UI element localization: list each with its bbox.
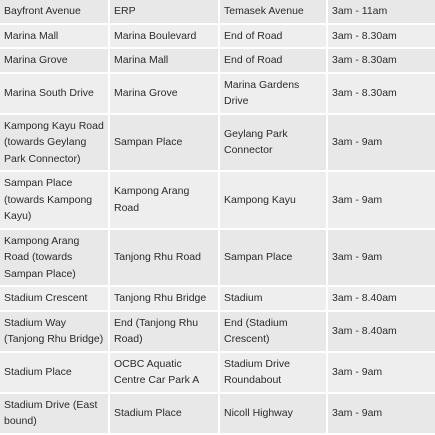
- time-cell: 3am - 9am: [328, 115, 435, 171]
- to-cell: Temasek Avenue: [220, 0, 326, 23]
- to-cell: End of Road: [220, 49, 326, 72]
- table-row: [0, 115, 435, 171]
- table-row: [0, 394, 435, 433]
- time-cell: 3am - 11am: [328, 0, 435, 23]
- road-name-cell: Marina Grove: [0, 49, 108, 72]
- from-cell: Kampong Arang Road: [110, 172, 218, 228]
- to-cell: End (Stadium Crescent): [220, 312, 326, 351]
- from-cell: Tanjong Rhu Bridge: [110, 287, 218, 310]
- time-cell: 3am - 8.40am: [328, 287, 435, 310]
- to-cell: Nicoll Highway: [220, 394, 326, 433]
- from-cell: Marina Boulevard: [110, 25, 218, 48]
- from-cell: End (Tanjong Rhu Road): [110, 312, 218, 351]
- from-cell: Stadium Place: [110, 394, 218, 433]
- from-cell: Tanjong Rhu Road: [110, 230, 218, 286]
- road-name-cell: Sampan Place (towards Kampong Kayu): [0, 172, 108, 228]
- table-row: [0, 287, 435, 310]
- time-cell: 3am - 9am: [328, 230, 435, 286]
- road-name-cell: Kampong Arang Road (towards Sampan Place): [0, 230, 108, 286]
- to-cell: Kampong Kayu: [220, 172, 326, 228]
- road-name-cell: Marina South Drive: [0, 74, 108, 113]
- from-cell: Marina Grove: [110, 74, 218, 113]
- time-cell: 3am - 9am: [328, 394, 435, 433]
- time-cell: 3am - 8.30am: [328, 25, 435, 48]
- road-name-cell: Stadium Place: [0, 353, 108, 392]
- to-cell: Sampan Place: [220, 230, 326, 286]
- road-name-cell: Stadium Drive (East bound): [0, 394, 108, 433]
- road-name-cell: Kampong Kayu Road (towards Geylang Park Connector): [0, 115, 108, 171]
- from-cell: ERP: [110, 0, 218, 23]
- road-name-cell: Bayfront Avenue: [0, 0, 108, 23]
- to-cell: Geylang Park Connector: [220, 115, 326, 171]
- table-row: [0, 74, 435, 113]
- table-row: [0, 230, 435, 286]
- time-cell: 3am - 9am: [328, 353, 435, 392]
- to-cell: End of Road: [220, 25, 326, 48]
- to-cell: Stadium: [220, 287, 326, 310]
- table-row: [0, 312, 435, 351]
- table-row: [0, 353, 435, 392]
- table-row: [0, 0, 435, 23]
- time-cell: 3am - 9am: [328, 172, 435, 228]
- road-name-cell: Stadium Way (Tanjong Rhu Bridge): [0, 312, 108, 351]
- road-name-cell: Marina Mall: [0, 25, 108, 48]
- time-cell: 3am - 8.30am: [328, 74, 435, 113]
- table-row: [0, 25, 435, 48]
- to-cell: Marina Gardens Drive: [220, 74, 326, 113]
- table-row: [0, 172, 435, 228]
- time-cell: 3am - 8.30am: [328, 49, 435, 72]
- from-cell: Marina Mall: [110, 49, 218, 72]
- to-cell: Stadium Drive Roundabout: [220, 353, 326, 392]
- from-cell: OCBC Aquatic Centre Car Park A: [110, 353, 218, 392]
- from-cell: Sampan Place: [110, 115, 218, 171]
- road-name-cell: Stadium Crescent: [0, 287, 108, 310]
- table-row: [0, 49, 435, 72]
- time-cell: 3am - 8.40am: [328, 312, 435, 351]
